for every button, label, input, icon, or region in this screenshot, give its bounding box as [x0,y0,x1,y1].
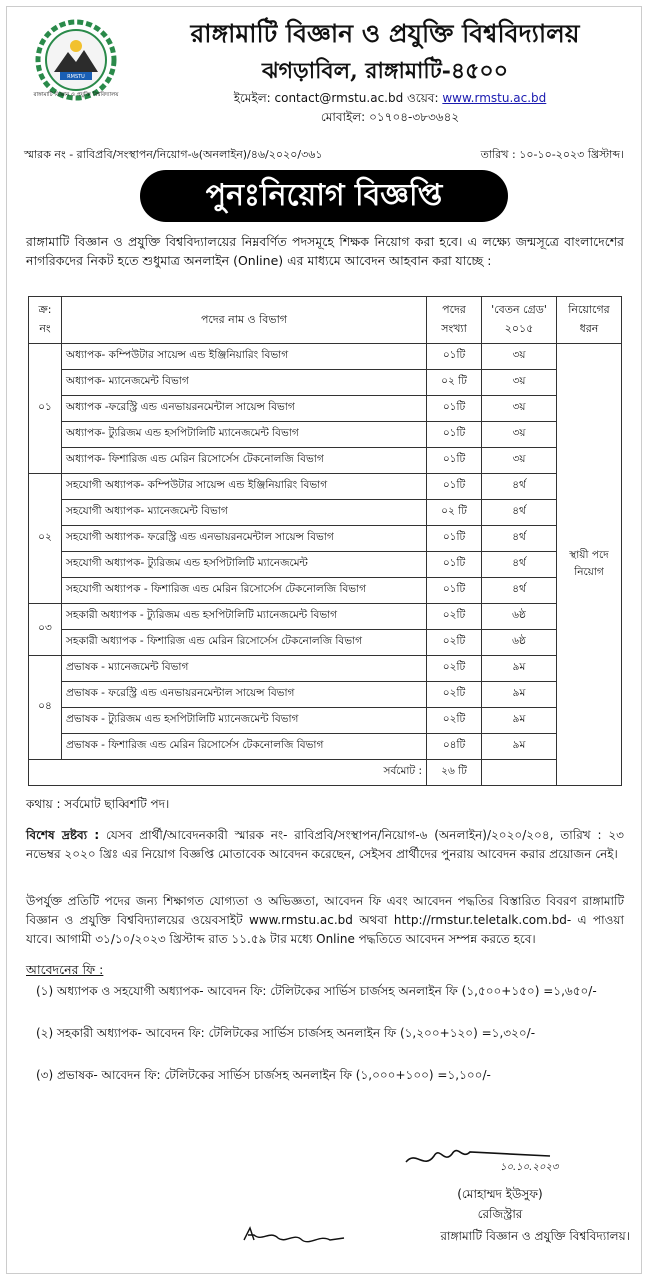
total-row [29,760,622,786]
total-label: সর্বমোট : [29,760,427,786]
post-cell: সহযোগী অধ্যাপক- ম্যানেজমেন্ট বিভাগ [62,500,427,526]
fee-item-1: (১) অধ্যাপক ও সহযোগী অধ্যাপক- আবেদন ফি: টেলিটকের সার্ভিস চার্জসহ অনলাইন ফি (১,৫০০+১৫০) =১,৬৫০/- [36,984,597,998]
serial-cell: ০২ [29,474,62,604]
grade-cell: ৯ম [482,656,557,682]
table-row [29,578,622,604]
post-cell: প্রভাষক - ট্যুরিজম এন্ড হসপিটালিটি ম্যানেজমেন্ট বিভাগ [62,708,427,734]
post-cell: সহকারী অধ্যাপক - ফিশারিজ এন্ড মেরিন রিসোর্সেস টেকনোলজি বিভাগ [62,630,427,656]
count-cell: ০৪টি [427,734,482,760]
grade-cell: ৪র্থ [482,474,557,500]
table-row [29,734,622,760]
table-row [29,708,622,734]
post-cell: সহযোগী অধ্যাপক - ফিশারিজ এন্ড মেরিন রিসোর্সেস টেকনোলজি বিভাগ [62,578,427,604]
serial-cell: ০৪ [29,656,62,760]
registrar-signature-icon [400,1136,580,1176]
posts-table [28,296,622,786]
count-cell: ০১টি [427,552,482,578]
grade-cell: ৯ম [482,734,557,760]
post-cell: প্রভাষক - ম্যানেজমেন্ট বিভাগ [62,656,427,682]
registrar-organization: রাঙ্গামাটি বিজ্ঞান ও প্রযুক্তি বিশ্ববিদ্যালয়। [440,1229,630,1243]
col-serial: ক্র: নং [29,297,62,344]
special-note [26,826,624,864]
grade-cell: ৪র্থ [482,552,557,578]
grade-cell: ৩য় [482,448,557,474]
post-cell: সহযোগী অধ্যাপক- ফরেস্ট্রি এন্ড এনভায়রনমেন্টাল সায়েন্স বিভাগ [62,526,427,552]
count-cell: ০১টি [427,344,482,370]
count-cell: ০২টি [427,682,482,708]
col-type: নিয়োগের ধরন [557,297,622,344]
svg-text:১০.১০.২০২৩: ১০.১০.২০২৩ [500,1162,559,1173]
table-row [29,552,622,578]
grade-cell: ৩য় [482,396,557,422]
grade-cell: ৬ষ্ঠ [482,604,557,630]
count-cell: ০১টি [427,396,482,422]
table-row [29,344,622,370]
grade-cell: ৯ম [482,708,557,734]
count-cell: ০১টি [427,422,482,448]
registrar-name: (মোহাম্মদ ইউসুফ) [457,1187,543,1201]
fee-title: আবেদনের ফি : [26,962,104,977]
grade-cell: ৪র্থ [482,526,557,552]
post-cell: সহযোগী অধ্যাপক- কম্পিউটার সায়েন্স এন্ড ইঞ্জিনিয়ারিং বিভাগ [62,474,427,500]
special-note-text: যেসব প্রার্থী/আবেদনকারী স্মারক নং- রাবিপ্রবি/সংস্থাপন/নিয়োগ-৬ (অনলাইন)/২০২০/২০৪, তারিখ : ২৩ নভেম্বর ২০২০ খ্রিঃ এর নিয়োগ বিজ্ঞপ্তি মোতাবেক আবেদন করেছেন, সেইসব প্রার্থীদের পুনরায় আবেদন করার প্রয়োজন নেই। [26,828,624,861]
count-cell: ০২টি [427,630,482,656]
mobile-line [190,109,590,129]
count-cell: ০২টি [427,656,482,682]
count-cell: ০১টি [427,448,482,474]
serial-cell: ০৩ [29,604,62,656]
memo-number: স্মারক নং - রাবিপ্রবি/সংস্থাপন/নিয়োগ-৬(অনলাইন)/৪৬/২০২০/৩৬১ [24,148,323,161]
registrar-title: রেজিস্ট্রার [477,1207,523,1221]
special-note-label: বিশেষ দ্রষ্টব্য : [26,828,100,842]
table-row [29,656,622,682]
grade-cell: ৩য় [482,370,557,396]
count-cell: ০১টি [427,526,482,552]
details-paragraph [26,892,624,949]
contact-line [190,90,590,110]
post-cell: প্রভাষক - ফিশারিজ এন্ড মেরিন রিসোর্সেস টেকনোলজি বিভাগ [62,734,427,760]
intro-paragraph: রাঙ্গামাটি বিজ্ঞান ও প্রযুক্তি বিশ্ববিদ্যালয়ের নিম্নবর্ণিত পদসমূহে শিক্ষক নিয়োগ করা হবে। এ লক্ষ্যে জন্মসূত্রে বাংলাদেশের নাগরিকদের নিকট হতে শুধুমাত্র অনলাইন (Online) এর মাধ্যমে আবেদন আহবান করা যাচ্ছে : [26,234,624,268]
website-link[interactable]: www.rmstu.ac.bd [442,91,547,105]
notice-title-banner: পুনঃনিয়োগ বিজ্ঞপ্তি [140,170,508,222]
posts-table-body [29,344,622,786]
post-cell: প্রভাষক - ফরেস্ট্রি এন্ড এনভায়রনমেন্টাল সায়েন্স বিভাগ [62,682,427,708]
grade-cell: ৩য় [482,422,557,448]
grade-cell: ৪র্থ [482,578,557,604]
post-cell: অধ্যাপক -ফরেস্ট্রি এন্ড এনভায়রনমেন্টাল সায়েন্স বিভাগ [62,396,427,422]
post-cell: অধ্যাপক- কম্পিউটার সায়েন্স এন্ড ইঞ্জিনিয়ারিং বিভাগ [62,344,427,370]
total-blank-cell [482,760,557,786]
count-cell: ০১টি [427,578,482,604]
table-row [29,448,622,474]
post-cell: অধ্যাপক- ফিশারিজ এন্ড মেরিন রিসোর্সেস টেকনোলজি বিভাগ [62,448,427,474]
grade-cell: ৪র্থ [482,500,557,526]
col-count: পদের সংখ্যা [427,297,482,344]
count-cell: ০২ টি [427,500,482,526]
details-site-link[interactable]: www.rmstu.ac.bd [248,913,353,927]
table-row [29,422,622,448]
count-cell: ০১টি [427,474,482,500]
count-cell: ০২টি [427,708,482,734]
details-site2-link[interactable]: http://rmstur.teletalk.com.bd- [393,913,572,927]
table-row [29,370,622,396]
table-row [29,396,622,422]
grade-cell: ৬ষ্ঠ [482,630,557,656]
table-row [29,682,622,708]
email-text: contact@rmstu.ac.bd [274,91,404,105]
fee-item-2: (২) সহকারী অধ্যাপক- আবেদন ফি: টেলিটকের সার্ভিস চার্জসহ অনলাইন ফি (১,২০০+১২০) =১,৩২০/- [36,1026,536,1040]
details-or: অথবা [359,913,388,927]
grade-cell: ৯ম [482,682,557,708]
web-label: ওয়েব: [407,91,439,105]
university-name: রাঙ্গামাটি বিজ্ঞান ও প্রযুক্তি বিশ্ববিদ্যালয় [190,19,580,48]
logo-caption: রাঙ্গামাটি বিজ্ঞান ও প্রযুক্তি বিশ্ববিদ্যালয় [33,92,119,98]
table-row [29,500,622,526]
table-row [29,526,622,552]
grade-cell: ৩য় [482,344,557,370]
count-cell: ০২ টি [427,370,482,396]
details-text-1: উপর্যুক্ত প্রতিটি পদের জন্য শিক্ষাগত যোগ্যতা ও অভিজ্ঞতা, আবেদন ফি এবং আবেদন পদ্ধতির বিস্তারিত বিবরণ রাঙ্গামাটি বিজ্ঞান ও প্রযুক্তি বিশ্ববিদ্যালয়ের ওয়েবসাইট [26,894,624,927]
total-value: ২৬ টি [427,760,482,786]
appointment-type-cell: স্থায়ী পদে নিয়োগ [557,344,622,786]
count-cell: ০২টি [427,604,482,630]
serial-cell: ০১ [29,344,62,474]
col-post: পদের নাম ও বিভাগ [62,297,427,344]
table-row [29,474,622,500]
table-row [29,604,622,630]
post-cell: সহযোগী অধ্যাপক- ট্যুরিজম এন্ড হসপিটালিটি ম্যানেজমেন্ট [62,552,427,578]
post-cell: সহকারী অধ্যাপক - ট্যুরিজম এন্ড হসপিটালিটি ম্যানেজমেন্ট বিভাগ [62,604,427,630]
university-address: ঝগড়াবিল, রাঙ্গামাটি-৪৫০০ [261,58,509,84]
total-in-words: কথায় : সর্বমোট ছাব্বিশটি পদ। [26,797,170,811]
svg-text:RMSTU: RMSTU [67,74,85,80]
email-label: ইমেইল: [233,91,271,105]
mobile-label: মোবাইল: [320,110,366,124]
post-cell: অধ্যাপক- ম্যানেজমেন্ট বিভাগ [62,370,427,396]
mobile-number: ০১৭০৪-৩৮৩৬৪২ [369,110,460,124]
notice-date: তারিখ : ১০-১০-২০২৩ খ্রিস্টাব্দ। [480,148,624,161]
table-row [29,630,622,656]
details-text-2: এ পাওয়া যাবে। আগামী ৩১/১০/২০২৩ খ্রিস্টাব্দ রাত ১১.৫৯ টার মধ্যে Online পদ্ধতিতে আবেদন সম্পন্ন করতে হবে। [26,913,624,946]
initial-signature-icon [240,1222,350,1248]
table-header-row [29,297,622,344]
post-cell: অধ্যাপক- ট্যুরিজম এন্ড হসপিটালিটি ম্যানেজমেন্ট বিভাগ [62,422,427,448]
fee-item-3: (৩) প্রভাষক- আবেদন ফি: টেলিটকের সার্ভিস চার্জসহ অনলাইন ফি (১,০০০+১০০) =১,১০০/- [36,1068,491,1082]
col-grade: 'বেতন গ্রেড' ২০১৫ [482,297,557,344]
